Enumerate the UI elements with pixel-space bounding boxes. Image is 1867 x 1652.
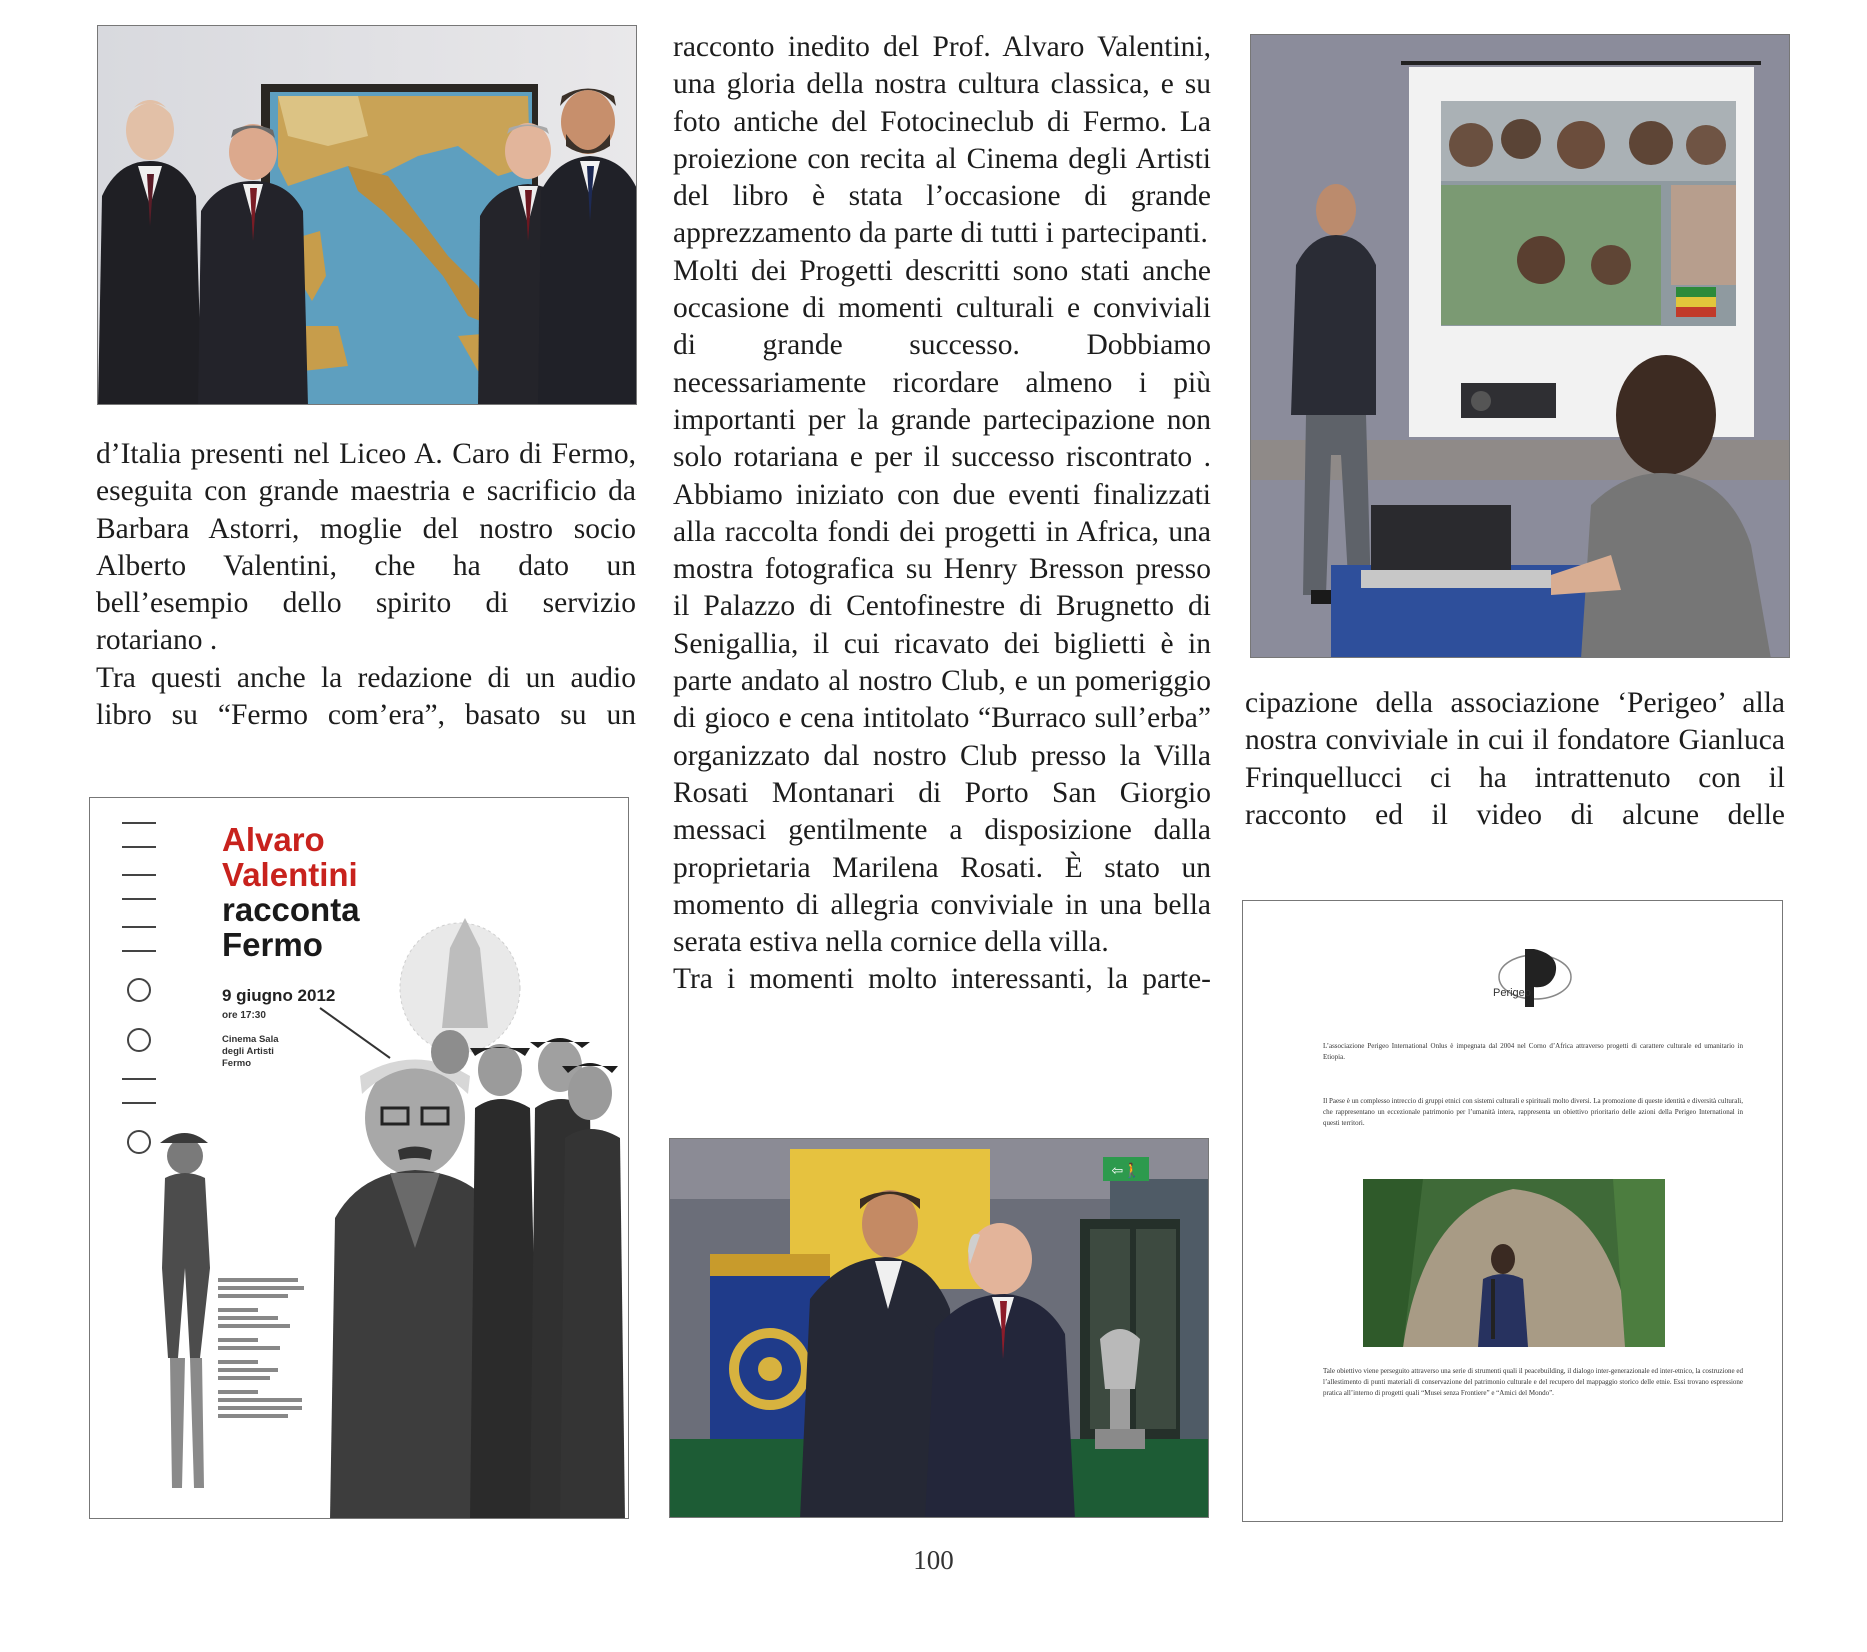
poster-title-line: racconta: [222, 891, 360, 928]
poster-old-photo-figures: [90, 798, 629, 1519]
perigeo-paragraph-3: Tale obiettivo viene perseguito attraverso una serie di strumenti quali il peacebuilding, il dialogo inter-generazionale ed inter-etnico, la costruzione ed l’allestimento di punti materiali di conservazione del patrimonio culturale e del recupero del mappaggio storico delle etnie. Essi trovano espressione pratica all’interno di progetti quali “Musei senza Frontiere” e “Amici del Mondo”.: [1323, 1367, 1743, 1397]
poster-date: 9 giugno 2012: [222, 986, 336, 1005]
perigeo-paragraph-2: Il Paese è un complesso intreccio di gruppi etnici con sistemi culturali e spirituali molto diversi. La promozione di queste identità e diversità culturali, che rappresentano un eccezionale patrimonio per l’umanità intera, rappresenta un obiettivo prioritario delle azioni della Perigeo International in questi territori.: [1323, 1097, 1743, 1127]
perigeo-photo-musician: [1363, 1179, 1665, 1347]
column-2-paragraph-3: Tra i momenti molto interessanti, la parte-: [673, 963, 1211, 996]
exit-sign: ⇦🚶: [1111, 1163, 1141, 1179]
photo-rotary-pin-ceremony: [669, 1138, 1209, 1518]
poster-alvaro-valentini: [89, 797, 629, 1519]
poster-title-line: Valentini: [222, 856, 358, 893]
column-1-text: [96, 436, 636, 734]
poster-time: ore 17:30: [222, 1010, 266, 1021]
photo-projector-presentation: [1250, 34, 1790, 658]
perigeo-logo-icon: [1495, 941, 1575, 1011]
perigeo-association-leaflet: [1242, 900, 1783, 1522]
column-2-text: [673, 29, 1211, 999]
column-2-paragraph-1: racconto inedito del Prof. Alvaro Valentini, una gloria della nostra cultura classica, e su foto antiche del Fotocineclub di Fermo. La proiezione con recita al Cinema degli Artisti del libro è stata l’occasione di grande apprezzamento da parte di tutti i partecipanti.: [673, 31, 1211, 250]
perigeo-paragraph-1: L’associazione Perigeo International Onlus è impegnata dal 2004 nel Corno d’Africa attraverso progetti di carattere culturale ed umanitario in Etiopia.: [1323, 1042, 1743, 1061]
column-3-paragraph-1: cipazione della associazione ‘Perigeo’ alla nostra conviviale in cui il fondatore Gianluca Frinquellucci ci ha intrattenuto con il racconto ed il video di alcune delle: [1245, 687, 1785, 831]
column-1-paragraph-2: Tra questi anche la redazione di un audio libro su “Fermo com’era”, basato su un: [96, 661, 636, 732]
photo-men-with-map: [97, 25, 637, 405]
page-number: 100: [913, 1545, 954, 1575]
poster-title-line: Alvaro: [222, 821, 325, 858]
poster-venue-line: Fermo: [222, 1058, 252, 1069]
column-1-paragraph-1: d’Italia presenti nel Liceo A. Caro di Fermo, eseguita con grande maestria e sacrificio da Barbara Astorri, moglie del nostro socio Alberto Valentini, che ha dato un bell’esempio dello spirito di servizio rotariano .: [96, 438, 636, 657]
poster-venue-line: degli Artisti: [222, 1046, 274, 1057]
poster-small-print: [218, 1278, 308, 1422]
poster-venue-line: Cinema Sala: [222, 1034, 279, 1045]
poster-title-line: Fermo: [222, 926, 323, 963]
column-2-paragraph-2: Molti dei Progetti descritti sono stati anche occasione di momenti culturali e conviviali di grande successo. Dobbiamo necessariamente ricordare almeno i più importanti per la grande partecipazione non solo rotariana e per il successo riscontrato . Abbiamo iniziato con due eventi finalizzati alla raccolta fondi dei progetti in Africa, una mostra fotografica su Henry Bresson presso il Palazzo di Centofinestre di Brugnetto di Senigallia, il cui ricavato dei biglietti è in parte andato al nostro Club, e un pomeriggio di gioco e cena intitolato “Burraco sull’erba” organizzato dal nostro Club presso la Villa Rosati Montanari di Porto San Giorgio messaci gentilmente a disposizione dalla proprietaria Marilena Rosati. È stato un momento di allegria conviviale in una bella serata estiva nella cornice della villa.: [673, 254, 1211, 959]
perigeo-logo-text: Perigeo: [1493, 987, 1531, 999]
column-3-text: [1245, 685, 1785, 834]
